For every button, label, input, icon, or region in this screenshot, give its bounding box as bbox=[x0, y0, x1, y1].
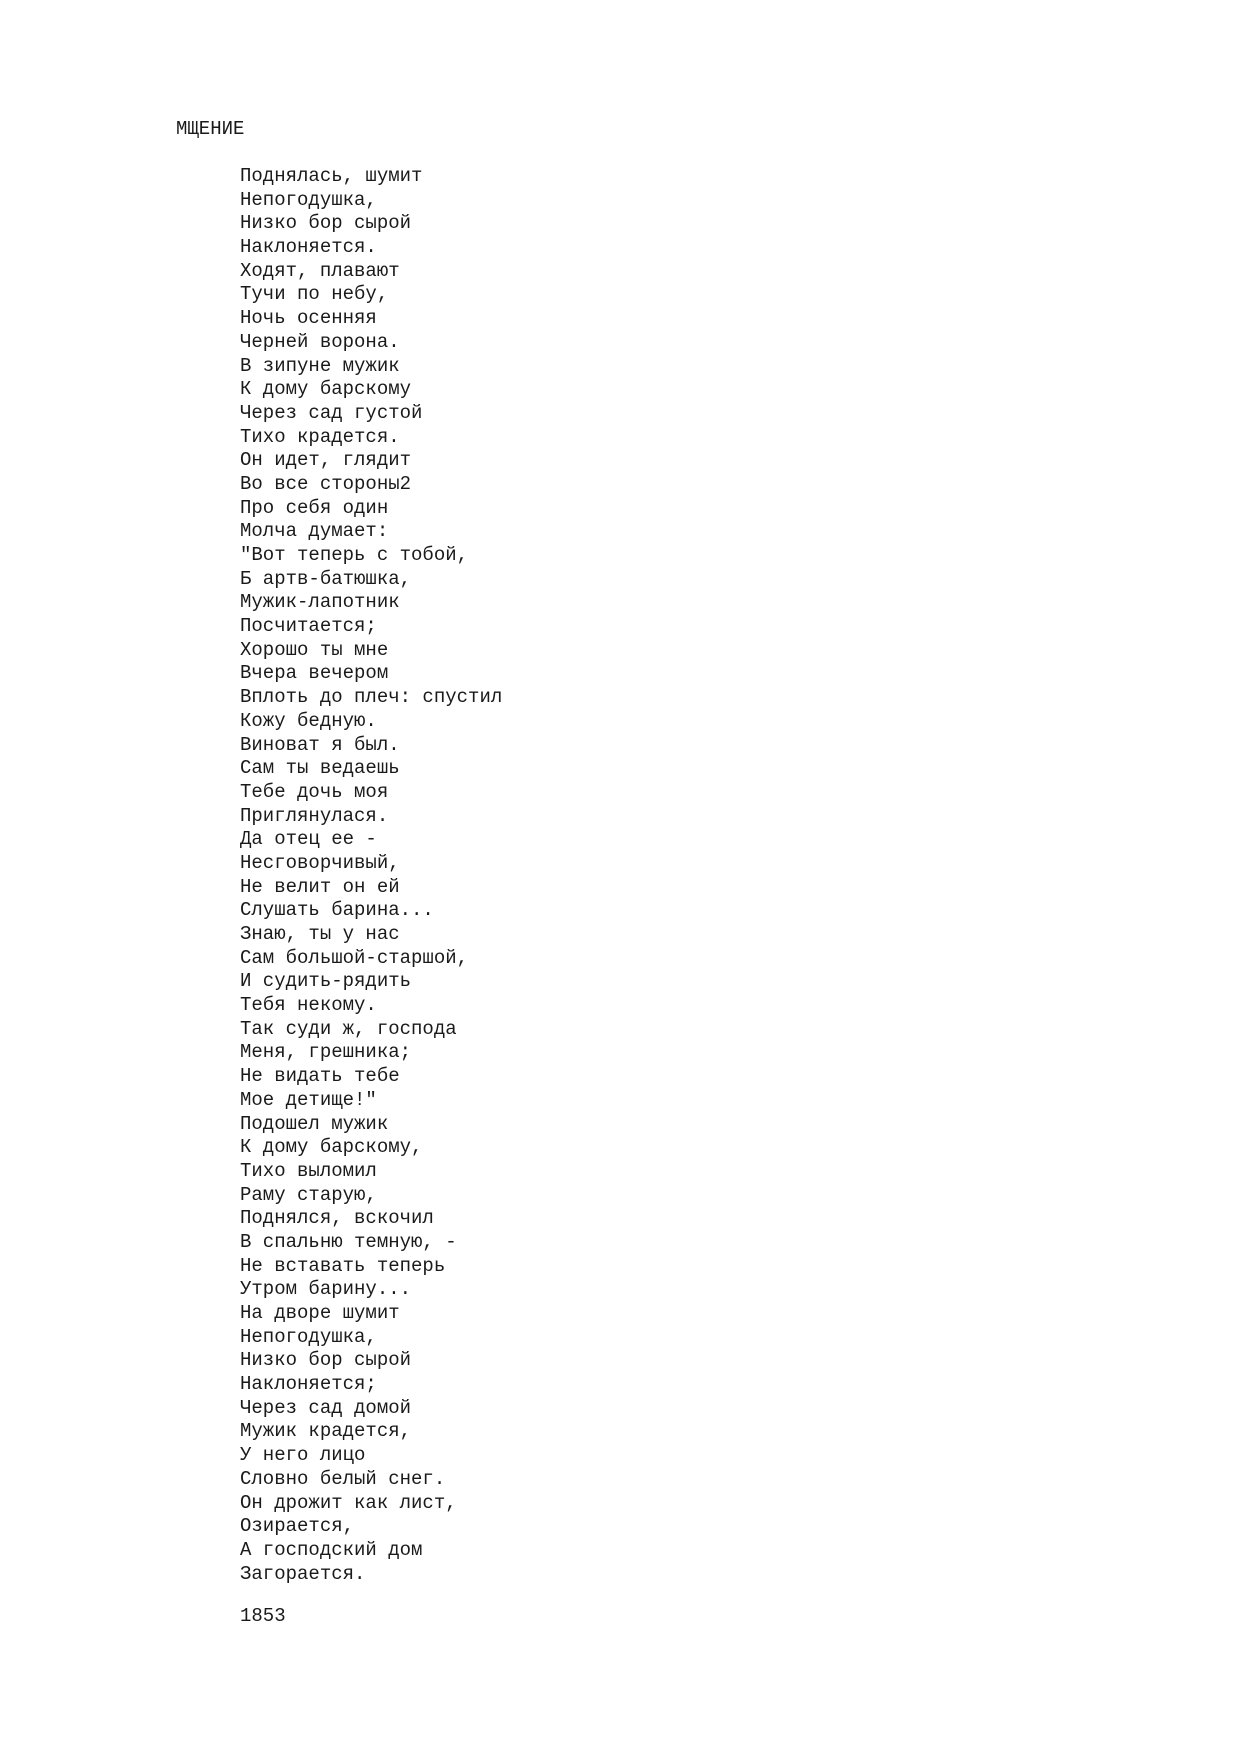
poem-line: Поднялся, вскочил bbox=[240, 1207, 434, 1230]
poem-line: В зипуне мужик bbox=[240, 354, 400, 377]
poem-year: 1853 bbox=[240, 1605, 286, 1627]
poem-line: Мужик крадется, bbox=[240, 1420, 412, 1443]
poem-line: Тебя некому. bbox=[240, 994, 377, 1017]
poem-line: Через сад густой bbox=[240, 401, 423, 424]
poem-line: Про себя один bbox=[240, 496, 389, 519]
poem-line: А господский дом bbox=[240, 1538, 423, 1561]
poem-line: Кожу бедную. bbox=[240, 709, 377, 732]
poem-line: Мужик-лапотник bbox=[240, 591, 400, 614]
poem-line: Не видать тебе bbox=[240, 1065, 400, 1088]
poem-line: Словно белый снег. bbox=[240, 1467, 446, 1490]
poem-line: Наклоняется; bbox=[240, 1373, 377, 1396]
poem-line: Озирается, bbox=[240, 1515, 355, 1538]
poem-line: Загорается. bbox=[240, 1562, 366, 1585]
poem-line: Утром барину... bbox=[240, 1278, 412, 1301]
poem-line: Вплоть до плеч: спустил bbox=[240, 686, 503, 709]
poem-line: Сам ты ведаешь bbox=[240, 757, 400, 780]
poem-line: У него лицо bbox=[240, 1444, 366, 1467]
poem-line: На дворе шумит bbox=[240, 1302, 400, 1324]
poem-line: "Вот теперь с тобой, bbox=[240, 544, 469, 566]
poem-line: Через сад домой bbox=[240, 1396, 412, 1419]
poem-line: Тихо крадется. bbox=[240, 425, 400, 448]
poem-line: Не велит он ей bbox=[240, 875, 400, 898]
poem-line: И судить-рядить bbox=[240, 970, 412, 993]
poem-line: Во все стороны2 bbox=[240, 472, 412, 495]
poem-line: Раму старую, bbox=[240, 1183, 377, 1206]
poem-line: Тучи по небу, bbox=[240, 283, 389, 306]
poem-line: Тебе дочь моя bbox=[240, 780, 389, 803]
poem-line: Наклоняется. bbox=[240, 236, 377, 259]
poem-line: К дому барскому bbox=[240, 378, 412, 401]
poem-line: К дому барскому, bbox=[240, 1136, 423, 1159]
poem-line: Он дрожит как лист, bbox=[240, 1491, 457, 1514]
poem-line: Знаю, ты у нас bbox=[240, 923, 400, 945]
poem-line: Хорошо ты мне bbox=[240, 638, 389, 661]
poem-line: Непогодушка, bbox=[240, 1325, 377, 1348]
poem-line: Непогодушка, bbox=[240, 188, 377, 211]
poem-line: Ночь осенняя bbox=[240, 307, 377, 330]
poem-line: Он идет, глядит bbox=[240, 449, 412, 472]
poem-line: Низко бор сырой bbox=[240, 212, 412, 235]
poem-line: Мое детище!" bbox=[240, 1088, 377, 1111]
poem-body bbox=[240, 165, 502, 1586]
poem-line: Молча думает: bbox=[240, 520, 389, 543]
poem-line: Меня, грешника; bbox=[240, 1041, 412, 1064]
poem-line: Так суди ж, господа bbox=[240, 1017, 457, 1040]
poem-line: Низко бор сырой bbox=[240, 1349, 412, 1372]
poem-line: Посчитается; bbox=[240, 615, 377, 638]
poem-line: Виноват я был. bbox=[240, 733, 400, 756]
poem-line: Сам большой-старшой, bbox=[240, 946, 469, 969]
poem-line: Ходят, плавают bbox=[240, 259, 400, 282]
poem-line: Слушать барина... bbox=[240, 899, 434, 922]
poem-line: Тихо выломил bbox=[240, 1159, 377, 1182]
poem-title: МЩЕНИЕ bbox=[176, 118, 245, 140]
poem-line: Поднялась, шумит bbox=[240, 165, 423, 187]
poem-line: Б артв-батюшка, bbox=[240, 567, 412, 590]
poem-line: Приглянулася. bbox=[240, 804, 389, 827]
poem-line: Вчера вечером bbox=[240, 662, 389, 685]
poem-line: Да отец ее - bbox=[240, 828, 377, 851]
poem-line: В спальню темную, - bbox=[240, 1230, 457, 1253]
poem-line: Не вставать теперь bbox=[240, 1254, 446, 1277]
poem-line: Черней ворона. bbox=[240, 330, 400, 353]
poem-line: Подошел мужик bbox=[240, 1112, 389, 1135]
poem-line: Несговорчивый, bbox=[240, 851, 400, 874]
